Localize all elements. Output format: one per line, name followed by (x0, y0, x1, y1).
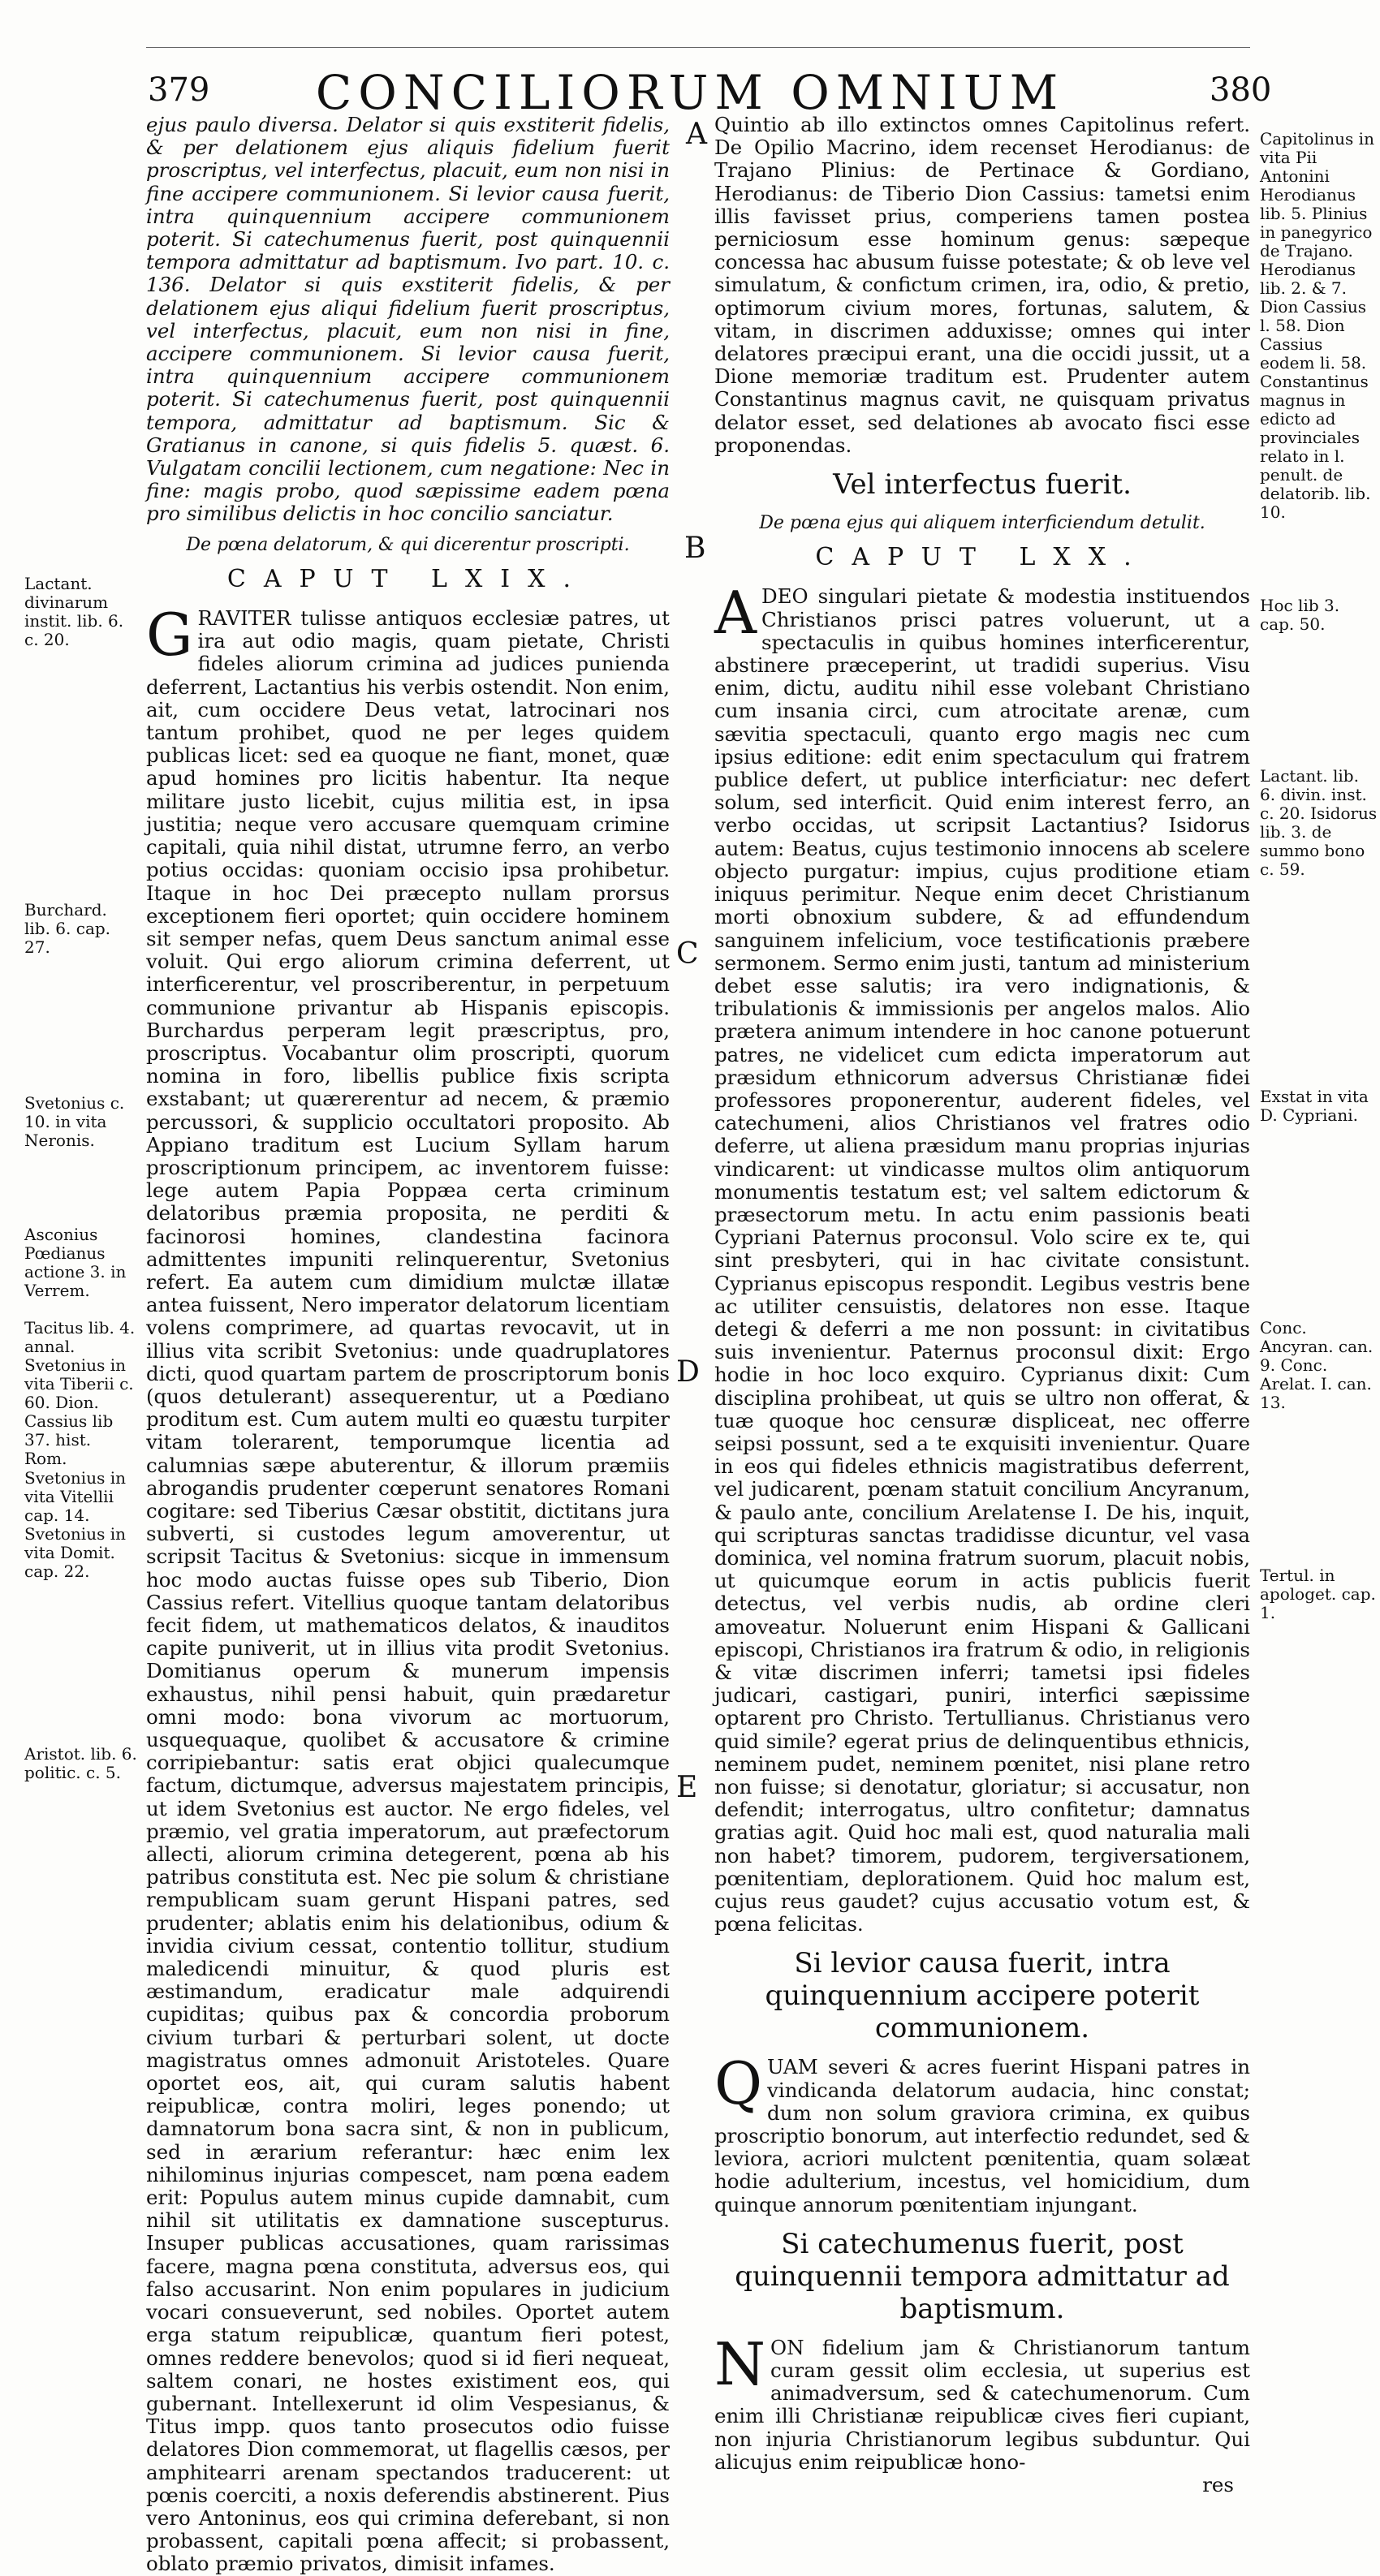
page-title: CONCILIORUM OMNIUM (315, 65, 1065, 120)
right-dropcap-1: A (714, 579, 757, 648)
page-number-right: 380 (1210, 71, 1272, 109)
left-margin-note-3: Svetonius c. 10. in vita Neronis. (24, 1093, 125, 1150)
left-margin-note-1: Lactant. divinarum instit. lib. 6. c. 20. (24, 574, 124, 649)
left-dropcap: G (146, 601, 193, 670)
page-number-left: 379 (148, 71, 210, 109)
right-paragraph-2: DEO singulari pietate & modestia instituendos Christianos prisci patres voluerunt, ut a spectaculis in quibus homines interficerentur, abstinere præceperint, ut tradidi superius. Visu enim, dictu, auditu nihil esse volebant Christiano cum insania circi, cum atrocitate arenæ, cum sævitia spectaculi, quanto ergo magis nec cum ipsius editione: edit enim spectaculum qui fratrem publice defert, ut publice interficiatur: nec defert solum, sed interficit. Quid enim interest ferro, an verbo occidas, ut scripsit Lactantius? Isidorus autem: Beatus, cujus testimonio innocens ab scelere objecto purgatur: impius, cujus proditione etiam iniquus perimitur. Neque enim decet Christianum morti obnoxium subdere, & ad effundendum sanguinem infelicium, voce testificationis præbere sermonem. Sermo enim justi, tantum ad ministerium debet esse salutis; ira vero indignationis, & tribulationis & immissionis per angelos malos. Alio prætera animum intendere in hoc canone potuerunt patres, ne videlicet cum edicta imperatorum aut præsidum ethnicorum adversus Christianæ fidei professores proponerentur, auderent fideles, vel catechumeni, alios Christianos vel fratres odio deferre, ut aliena præsidum manu proprias injurias vindicarent: ut vindicasse multos olim antiquorum monumentis testatum est; vel saltem edictorum & præsectorum metu. In actu enim passionis beati Cypriani Paternus proconsul. Volo scire ex te, qui sint presbyteri, qui in hac civitate consistunt. Cyprianus episcopus respondit. Legibus vestris bene ac utiliter censuistis, delatores non esse. Itaque detegi & deferri a me non possunt: in civitatibus suis invenientur. Paternus proconsul dixit: Ergo hodie in hoc loco exquiro. Cyprianus dixit: Cum disciplina prohibeat, ut quis se ultro non offerat, & tuæ quoque hoc censuræ displiceat, nec offerre seipsi possunt, sed a te exquisiti invenientur. Quare in eos qui fideles ethnicis magistratibus deferrent, vel judicarent, pœnam statuit concilium Ancyranum, & paulo ante, concilium Arelatense I. De his, inquit, qui scripturas sanctas tradidisse dicuntur, vel vasa dominica, vel nomina fratrum suorum, placuit nobis, ut quicumque eorum in actis publicis fuerit detectus, vel verbis nudis, ab ordine cleri amoveatur. Noluerunt enim Hispani & Gallicani episcopi, Christianos ira fratrum & odio, in religionis & vitæ discrimen inferri; tametsi ipsi fideles judicari, castigari, puniri, interfici sæpissime optarent pro Christo. Tertullianus. Christianus vero quid simile? egerat prius de delinquentibus ethnicis, neminem pudet, neminem pœnitet, nisi plane retro non fuisse; si denotatur, gloriatur; si accusatur, non defendit; interrogatus, ultro confitetur; damnatus gratias agit. Quid hoc mali est, quod naturalia mali non habet? timorem, pudorem, tergiversationem, pœnitentiam, deplorationem. Quid hoc malum est, cujus reus gaudet? cujus accusatio votum est, & pœna felicitas. (714, 584, 1250, 1936)
left-rubric: De pœna delatorum, & qui dicerentur proscripti. (186, 534, 630, 555)
right-heading-1: Vel interfectus fuerit. (833, 468, 1132, 502)
left-column (146, 114, 670, 2576)
right-heading-2: Si levior causa fuerit, intra quinquennium accipere poterit communionem. (765, 1947, 1200, 2045)
right-dropcap-2: Q (714, 2049, 763, 2118)
right-margin-note-5: Conc. Ancyran. can. 9. Conc. Arelat. I. can. 13. (1260, 1318, 1374, 1412)
right-margin-note-2: Hoc lib 3. cap. 50. (1260, 596, 1340, 634)
right-column (714, 114, 1250, 2496)
left-paragraph-1: ejus paulo diversa. Delator si quis exstiterit fidelis, & per delationem ejus aliquis fidelium fuerit proscriptus, vel interfectus, placuit, eum non nisi in fine accipere communionem. Si levior causa fuerit, intra quinquennium accipere communionem poterit. Si catechumenus fuerit, post quinquennii tempora admittatur ad baptismum. Ivo part. 10. c. 136. Delator si quis exstiterit fidelis, & per delationem ejus aliqui fidelium fuerit proscriptus, vel interfectus, placuit, eum non nisi in fine, accipere communionem. Si levior causa fuerit, intra quinquennium accipere communionem poterit. Si catechumenus fuerit, post quinquennii tempora, admittatur ad baptismum. Sic & Gratianus in canone, si quis fidelis 5. quæst. 6. Vulgatam concilii lectionem, cum negatione: Nec in fine: magis probo, quod sæpissime eadem pœna pro similibus delictis in hoc concilio sanciatur. (146, 113, 670, 526)
left-margin-note-7: Aristot. lib. 6. politic. c. 5. (24, 1744, 137, 1782)
right-paragraph-4: ON fidelium jam & Christianorum tantum curam gessit olim ecclesia, ut superius est animadversum, sed & catechumenorum. Cum enim illi Christianæ reipublicæ cives fieri cupiant, non injuria Christianorum legibus subduntur. Qui alicujus enim reipublicæ hono- (714, 2335, 1250, 2474)
right-heading-3: Si catechumenus fuerit, post quinquennii tempora admittatur ad baptismum. (735, 2227, 1230, 2325)
right-margin-note-1: Capitolinus in vita Pii Antonini Herodianus lib. 5. Plinius in panegyrico de Trajano. Herodianus lib. 2. & 7. Dion Cassius l. 58. Dion Cassius eodem li. 58. Constantinus magnus in edicto ad provinciales relato in l. penult. de delatorib. lib. 10. (1260, 129, 1374, 522)
section-letter-e: E (676, 1771, 698, 1804)
catchword: res (1202, 2473, 1234, 2497)
header-rule (146, 47, 1250, 48)
left-margin-note-2: Burchard. lib. 6. cap. 27. (24, 900, 111, 957)
right-dropcap-3: N (714, 2329, 765, 2398)
right-rubric: De pœna ejus qui aliquem interficiendum detulit. (759, 513, 1205, 534)
right-paragraph-1: Quintio ab illo extinctos omnes Capitolinus refert. De Opilio Macrino, idem recenset Herodianus: de Trajano Plinius: de Pertinace & Gordiano, Herodianus: de Tiberio Dion Cassius: tametsi enim illis favisset prius, comperiens tamen postea perniciosum esse hominum genus: sæpeque concessa hac abusum fuisse potestate; & ob leve vel simulatum, & confictum crimen, ira, odio, & pretio, optimorum civium mores, fortunas, salutem, & vitam, in discrimen adduxisse; omnes qui inter delatores præcipui erant, una die occidi jussit, ut a Dione memoriæ traditum est. Prudenter autem Constantinus magnus cavit, ne quisquam privatus delator esset, sed delationes ab avocato fisci esse proponendas. (714, 113, 1250, 457)
section-letter-a: A (686, 118, 707, 151)
left-margin-note-5: Tacitus lib. 4. annal. Svetonius in vita Tiberii c. 60. Dion. Cassius lib 37. hist. Rom. (24, 1318, 136, 1468)
section-letter-c: C (676, 937, 699, 971)
left-caput-heading: CAPUT LXIX. (226, 564, 589, 593)
right-caput-heading: CAPUT LXX. (815, 543, 1149, 572)
right-margin-note-3: Lactant. lib. 6. divin. inst. c. 20. Isidorus lib. 3. de summo bono c. 59. (1260, 766, 1378, 879)
right-margin-note-4: Exstat in vita D. Cypriani. (1260, 1087, 1369, 1125)
left-margin-note-6: Svetonius in vita Vitellii cap. 14. Svetonius in vita Domit. cap. 22. (24, 1468, 126, 1581)
section-letter-b: B (684, 532, 706, 565)
left-margin-note-4: Asconius Pœdianus actione 3. in Verrem. (24, 1225, 127, 1300)
right-paragraph-3: UAM severi & acres fuerint Hispani patres in vindicanda delatorum audacia, hinc constat; dum non solum graviora crimina, ex quibus proscriptio bonorum, aut interfectio redundet, sed & leviora, acriori mulctent pœnitentia, quam solæat hodie adulterium, incestus, vel homicidium, dum quinque annorum pœnitentiam injungant. (714, 2055, 1250, 2216)
left-paragraph-2: RAVITER tulisse antiquos ecclesiæ patres, ut ira aut odio magis, quam pietate, Christi fideles aliorum crimina ad judices punienda deferrent, Lactantius his verbis ostendit. Non enim, ait, cum occidere Deus vetat, latrocinari nos tantum prohibet, quod ne per leges quidem publicas licet: sed ea quoque ne fiant, monet, quæ apud homines pro licitis habentur. Ita neque militare justo licebit, cujus militia est, in ipsa justitia; neque vero accusare quemquam crimine capitali, quia nihil distat, utrumne ferro, an verbo potius occidas: quoniam occisio ipsa prohibetur. Itaque in hoc Dei præcepto nullam prorsus exceptionem fieri oportet; quin occidere hominem sit semper nefas, quem Deus sanctum animal esse voluit. Qui ergo aliorum crimina deferrent, ut interficerentur, vel proscriberentur, in perpetuum communione privantur ab Hispanis episcopis. Burchardus perperam legit præscriptus, pro, proscriptus. Vocabantur olim proscripti, quorum nomina in foro, libellis publice fixis scripta exstabant; ut quærerentur ad necem, & præmio percussori, & supplicio occultatori proposito. Ab Appiano traditum est Lucium Syllam harum proscriptionum principem, ac inventorem fuisse: lege autem Papia Poppæa certa criminum delatoribus præmia proposita, ne perditi & facinorosi homines, clandestina facinora admittentes impuniti relinquerentur, Svetonius refert. Ea autem cum dimidium mulctæ illatæ antea fuissent, Nero imperator delatorum licentiam volens comprimere, ad quartas revocavit, ut in illius vita scribit Svetonius: unde quadruplatores dicti, quod quartam partem de proscriptorum bonis (quos detulerant) assequerentur, ut a Pœdiano proditum est. Cum autem multi eo quæstu turpiter vitam tolerarent, temporumque licentia ad calumnias sæpe abuterentur, & illorum præmiis abrogandis prudenter cœperunt senatores Romani cogitare: sed Tiberius Cæsar obstitit, dictitans jura subverti, si custodes legum amoverentur, ut scripsit Tacitus & Svetonius: sicque in immensum hoc modo auctas fuisse opes sub Tiberio, Dion Cassius refert. Vitellius quoque tantam delatoribus fecit fidem, ut mathematicos delatos, & inauditos capite puniverit, ut in illius vita prodit Svetonius. Domitianus operum & munerum impensis exhaustus, nihil pensi habuit, quin prædaretur omni modo: bona vivorum ac mortuorum, usquequaque, quolibet & accusatore & crimine corripiebantur: satis erat objici qualecumque factum, dictumque, adversus majestatem principis, ut idem Svetonius est auctor. Ne ergo fideles, vel præmio, vel gratia imperatorum, aut præfectorum allecti, aliorum crimina detegerent, pœna ab his patribus constituta est. Nec pie solum & christiane rempublicam suam gerunt Hispani patres, sed prudenter; ablatis enim his delationibus, odium & invidia civium cessat, contentio tollitur, studium maledicendi minuitur, & quod pluris est æstimandum, eradicatur male adquirendi cupiditas; quibus pax & concordia proborum civium turbari & perturbari solent, ut docte magistratus omnes admonuit Aristoteles. Quare oportet eos, ait, qui curam salutis habent reipublicæ, contra moliri, leges ponendo; ut damnatorum bona sacra sint, & non in publicum, sed in ærarium referantur: hæc enim lex nihilominus injurias compescet, nam pœna eadem erit: Populus autem minus cupide damnabit, cum nihil sit utilitatis ex damnatione suscepturus. Insuper publicas accusationes, quam rarissimas facere, magna pœna constituta, adversus eos, qui falso accusarint. Non enim populares in judicium vocari consueverunt, sed nobiles. Oportet autem erga statum reipublicæ, quantum fieri potest, omnes reddere benevolos; quod si id fieri nequeat, saltem conari, ne hostes existiment eos, qui gubernant. Intellexerunt id olim Vespesianus, & Titus impp. quos tanto prosecutos odio fuisse delatores Dion commemorat, ut flagellis cæsos, per amphitearri arenam spectandos traducerent: ut pœnis coerciti, a noxis deferendis abstinerent. Pius vero Antoninus, eos qui crimina deferebant, si non probassent, capitali pœna affecit; si probassent, oblato præmio privatos, dimisit infames. (146, 606, 670, 2576)
right-margin-note-6: Tertul. in apologet. cap. 1. (1260, 1566, 1376, 1622)
section-letter-d: D (676, 1355, 700, 1389)
